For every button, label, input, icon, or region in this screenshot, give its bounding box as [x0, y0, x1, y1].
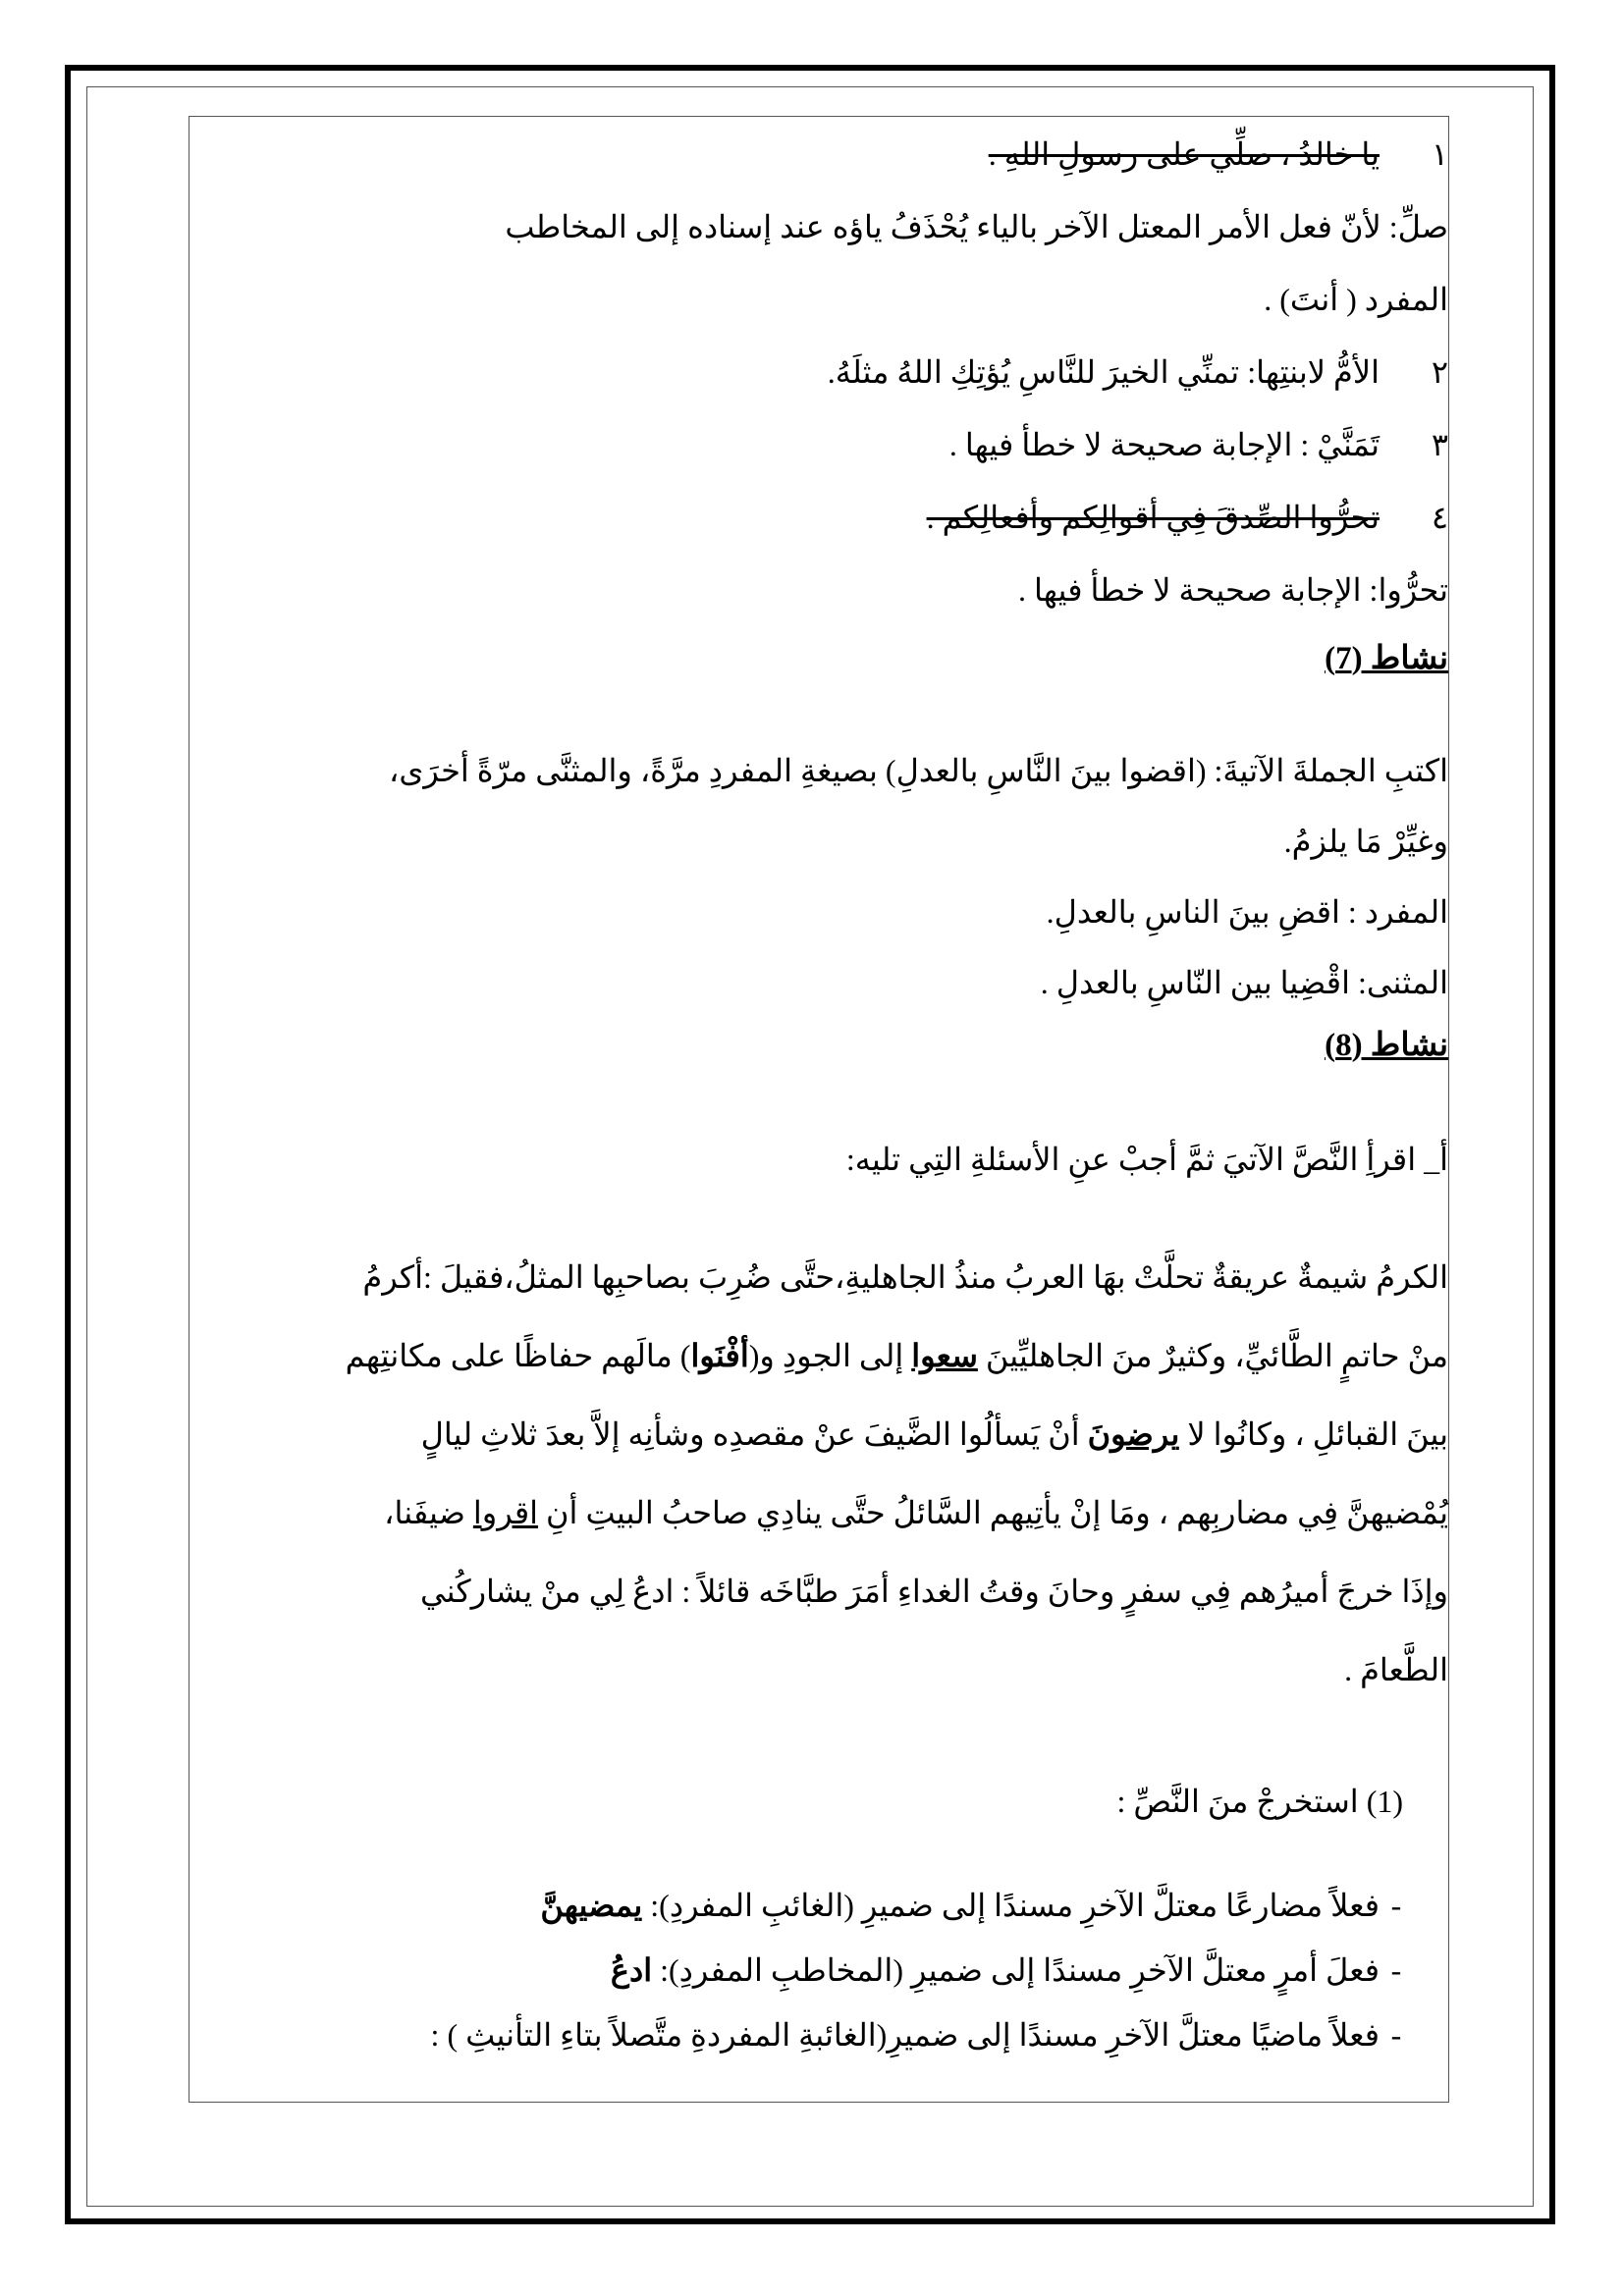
item-number: ٣: [1431, 427, 1448, 462]
answer-3-line: [949, 419, 1448, 470]
passage-line-5: وإذَا خرجَ أميرُهم فِي سفرٍ وحانَ وقتُ الغداءِ أمَرَ طبَّاخَه قائلاً : ادعُ لِي منْ يشاركُني: [420, 1574, 1448, 1609]
item-number: ١: [1431, 136, 1448, 172]
question-1-prompt: (1) استخرجْ منَ النَّصِّ :: [1116, 1784, 1403, 1819]
activity-8-intro: أ_ اقرأِ النَّصَّ الآتيَ ثمَّ أجبْ عنِ الأسئلةِ التِي تليه:: [845, 1142, 1448, 1177]
passage-text: ) مالَهم حفاظًا على مكانتِهم: [345, 1338, 691, 1373]
activity-7-heading: نشاط (7): [1325, 641, 1448, 676]
passage-text: ضيفَنا،: [384, 1495, 473, 1530]
passage-line-3: [421, 1409, 1448, 1460]
passage-text: يُمْضيهنَّ فِي مضاربِهم ، ومَا إنْ يأتِيهم السَّائلُ حتَّى ينادِي صاحبُ البيتِ أنِ: [538, 1495, 1448, 1530]
highlighted-verb: اقروا: [472, 1495, 539, 1530]
highlighted-verb: أفْنَوا: [690, 1338, 749, 1373]
highlighted-verb: يرضونَ: [1087, 1416, 1180, 1452]
question-1-item-3: [431, 2009, 1413, 2060]
activity-7-instruction-cont: وغيِّرْ مَا يلزمُ.: [1283, 824, 1448, 859]
activity-7-singular-answer: المفرد : اقضِ بينَ الناسِ بالعدلِ.: [1046, 894, 1448, 930]
answer-1-line: [989, 129, 1448, 180]
passage-line-4: [384, 1487, 1448, 1538]
item-text: فعلَ أمرٍ معتلَّ الآخرِ مسندًا إلى ضميرِ (المخاطبِ المفردِ):: [652, 1952, 1380, 1988]
answer-2-line: [828, 347, 1448, 398]
passage-line-6: الطَّعامَ .: [1344, 1652, 1448, 1687]
answer-4-explanation: تحرُّوا: الإجابة صحيحة لا خطأ فيها .: [1018, 572, 1448, 608]
passage-text: إلى الجودِ و(: [748, 1338, 912, 1373]
item-text: فعلاً مضارعًا معتلَّ الآخرِ مسندًا إلى ضميرِ (الغائبِ المفردِ):: [642, 1888, 1380, 1923]
answer-1-explanation: صلِّ: لأنّ فعل الأمر المعتل الآخر بالياء يُحْذَفُ ياؤه عند إسناده إلى المخاطب: [505, 209, 1448, 244]
worksheet-content: [189, 116, 1449, 2103]
answer-2-sentence: الأمُّ لابنتِها: تمنِّي الخيرَ للنَّاسِ يُؤتِكِ اللهُ مثلَهُ.: [827, 354, 1380, 390]
passage-text: أنْ يَسألُوا الضَّيفَ عنْ مقصدِه وشأنِه إلاَّ بعدَ ثلاثِ ليالٍ: [420, 1416, 1088, 1452]
item-answer: يمضيهنَّ: [540, 1888, 643, 1923]
item-number: ٤: [1431, 500, 1448, 535]
answer-4-sentence: تحرُّوا الصِّدقَ فِي أقوالِكم وأفعالِكم .: [926, 500, 1380, 535]
highlighted-verb: سعوا: [911, 1338, 978, 1373]
item-number: ٢: [1431, 354, 1448, 390]
question-1-item-2: [611, 1945, 1413, 1996]
item-text: فعلاً ماضيًا معتلَّ الآخرِ مسندًا إلى ضميرِ(الغائبةِ المفردةِ متَّصلاً بتاءِ التأنيثِ ) :: [430, 2017, 1380, 2053]
passage-line-2: [346, 1330, 1448, 1381]
answer-3-sentence: تَمَنَّيْ : الإجابة صحيحة لا خطأ فيها .: [948, 427, 1380, 462]
passage-text: منْ حاتمٍ الطَّائيِّ، وكثيرٌ منَ الجاهليِّينَ: [977, 1338, 1448, 1373]
answer-4-line: [927, 492, 1448, 543]
list-dash: -: [1390, 1952, 1402, 1988]
activity-7-instruction: اكتبِ الجملةَ الآتيةَ: (اقضوا بينَ النَّاسِ بالعدلِ) بصيغةِ المفردِ مرَّةً، والمثنَّى مرّةً أخرَى،: [389, 753, 1448, 788]
passage-line-1: الكرمُ شيمةٌ عريقةٌ تحلَّتْ بهَا العربُ منذُ الجاهليةِ،حتَّى ضُرِبَ بصاحبِها المثلُ،فقيلَ :أكرمُ: [362, 1259, 1448, 1295]
list-dash: -: [1390, 2017, 1402, 2053]
activity-8-heading: نشاط (8): [1325, 1028, 1448, 1063]
answer-1-sentence: يا خالدُ ، صلِّي على رسولِ اللهِ .: [988, 136, 1380, 172]
answer-1-explanation-cont: المفرد ( أنتَ) .: [1264, 282, 1448, 317]
item-answer: ادعُ: [610, 1952, 653, 1988]
activity-7-dual-answer: المثنى: اقْضِيا بين النّاسِ بالعدلِ .: [1040, 965, 1448, 1000]
list-dash: -: [1390, 1888, 1402, 1923]
question-1-item-1: [540, 1880, 1413, 1931]
passage-text: بينَ القبائلِ ، وكانُوا لا: [1179, 1416, 1448, 1452]
